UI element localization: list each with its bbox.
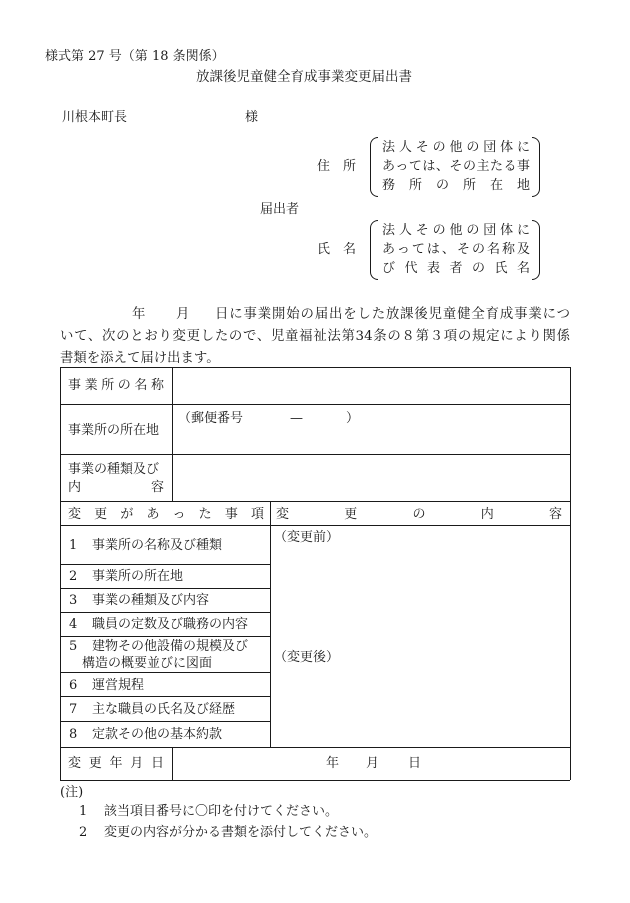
item-number[interactable]: 8: [69, 727, 78, 742]
left-bracket: [370, 220, 378, 280]
change-date-day: 日: [408, 756, 422, 771]
postal-code-dash: —: [290, 411, 303, 426]
item-text: 建物その他設備の規模及び: [92, 639, 249, 654]
item-number[interactable]: 4: [69, 617, 78, 632]
note-text: 該当項目番号に〇印を付けてください。: [104, 804, 339, 819]
change-form-table: [60, 367, 570, 780]
body-line-3: 書類を添えて届け出ます。: [60, 351, 220, 366]
item-text: 定款その他の基本約款: [92, 727, 223, 742]
address-note-line: 法人その他の団体に: [382, 140, 530, 155]
note-number: 2: [79, 825, 88, 840]
change-date-label: 変更年月日: [68, 756, 164, 771]
item-text: 運営規程: [92, 678, 145, 693]
label-divider: [172, 367, 173, 501]
item-number[interactable]: 1: [69, 538, 78, 553]
left-bracket: [370, 137, 378, 197]
addressee-name: 川根本町長: [62, 110, 128, 125]
table-border-bottom: [60, 780, 570, 781]
item-text: 事業の種類及び内容: [92, 593, 210, 608]
item-number[interactable]: 7: [69, 702, 78, 717]
form-number: 様式第 27 号（第 18 条関係）: [45, 49, 225, 64]
office-name-label: 事業所の名称: [68, 378, 164, 393]
body-line-1: 日に事業開始の届出をした放課後児童健全育成事業につ: [215, 307, 570, 322]
name-note-line: び代表者の氏名: [382, 261, 530, 276]
notes-label: (注): [60, 785, 84, 800]
right-bracket: [532, 220, 540, 280]
address-note: [370, 137, 540, 199]
item-text: 主な職員の氏名及び経歴: [92, 702, 236, 717]
change-date-month: 月: [366, 756, 380, 771]
table-border-left: [60, 367, 61, 780]
document-title: 放課後児童健全育成事業変更届出書: [196, 69, 412, 85]
item-number[interactable]: 2: [69, 569, 78, 584]
item-text: 事業所の所在地: [92, 569, 184, 584]
date-row-divider: [60, 747, 570, 748]
name-note-line: あっては、その名称及: [382, 242, 530, 257]
name-note-line: 法人その他の団体に: [382, 223, 530, 238]
item-row-divider: [60, 564, 270, 565]
item-row-divider: [60, 696, 270, 697]
note-text: 変更の内容が分かる書類を添付してください。: [104, 825, 378, 840]
item-number[interactable]: 5: [69, 639, 78, 654]
after-change-label: （変更後）: [274, 650, 340, 665]
address-label: 住 所: [317, 159, 357, 174]
item-text-continued: 構造の概要並びに図面: [82, 656, 213, 671]
office-location-label: 事業所の所在地: [68, 423, 160, 438]
body-month-marker: 月: [176, 307, 190, 322]
row-divider: [60, 454, 570, 455]
row-divider: [60, 404, 570, 405]
table-border-right: [570, 367, 571, 780]
item-row-divider: [60, 672, 270, 673]
item-text: 職員の定数及び職務の内容: [92, 617, 249, 632]
note-number: 1: [79, 804, 88, 819]
body-year-marker: 年: [132, 307, 146, 322]
change-date-year: 年: [326, 756, 340, 771]
row-divider: [60, 501, 570, 502]
item-row-divider: [60, 721, 270, 722]
postal-code-close: ）: [346, 411, 360, 426]
date-label-divider: [172, 747, 173, 780]
change-content-header: 変更の内容: [276, 507, 562, 522]
item-row-divider: [60, 636, 270, 637]
name-note: [370, 220, 540, 282]
address-note-line: 務所の所在地: [382, 178, 530, 193]
postal-code-open: （郵便番号: [178, 411, 244, 426]
item-number[interactable]: 3: [69, 593, 78, 608]
office-name-value[interactable]: [180, 375, 560, 397]
item-row-divider: [60, 612, 270, 613]
business-type-label-line1: 事業の種類及び: [68, 462, 160, 477]
table-border-top: [60, 367, 570, 368]
row-divider: [60, 525, 570, 526]
items-divider: [270, 501, 271, 747]
address-note-line: あっては、その主たる事: [382, 159, 530, 174]
body-line-2: いて、次のとおり変更したので、児童福祉法第34条の８第３項の規定により関係: [60, 329, 570, 344]
name-label: 氏 名: [317, 242, 357, 257]
addressee-honorific: 様: [245, 110, 259, 125]
before-change-label: （変更前）: [274, 530, 340, 545]
item-text: 事業所の名称及び種類: [92, 538, 223, 553]
item-row-divider: [60, 588, 270, 589]
item-number[interactable]: 6: [69, 678, 78, 693]
business-type-label-line2: 内 容: [68, 480, 164, 495]
notifier-label: 届出者: [260, 202, 300, 217]
right-bracket: [532, 137, 540, 197]
changed-items-header: 変更があった事項: [68, 507, 264, 522]
